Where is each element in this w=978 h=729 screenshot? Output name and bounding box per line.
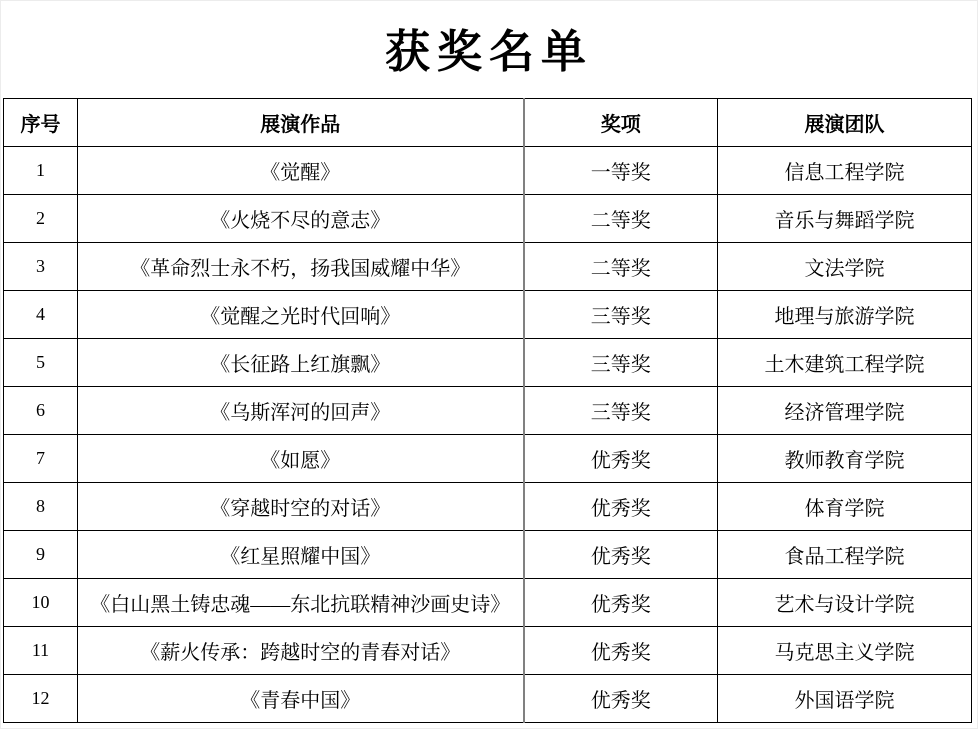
cell-award: 三等奖 [524,339,718,387]
cell-award: 优秀奖 [524,435,718,483]
cell-award: 二等奖 [524,195,718,243]
table-row [4,675,972,723]
cell-work: 《青春中国》 [78,675,524,723]
table-row [4,531,972,579]
cell-team: 文法学院 [718,243,972,291]
cell-no: 12 [4,675,78,723]
cell-award: 三等奖 [524,291,718,339]
cell-team: 外国语学院 [718,675,972,723]
cell-team: 艺术与设计学院 [718,579,972,627]
cell-no: 9 [4,531,78,579]
cell-no: 10 [4,579,78,627]
cell-work: 《薪火传承：跨越时空的青春对话》 [78,627,524,675]
cell-work: 《革命烈士永不朽，扬我国威耀中华》 [78,243,524,291]
cell-no: 5 [4,339,78,387]
cell-work: 《如愿》 [78,435,524,483]
cell-award: 二等奖 [524,243,718,291]
cell-work: 《乌斯浑河的回声》 [78,387,524,435]
page-title: 获奖名单 [384,27,593,78]
cell-work: 《觉醒》 [78,147,524,195]
table-row [4,195,972,243]
header-work: 展演作品 [78,99,524,147]
table-row [4,627,972,675]
cell-work: 《火烧不尽的意志》 [78,195,524,243]
cell-team: 信息工程学院 [718,147,972,195]
table-row [4,483,972,531]
cell-no: 7 [4,435,78,483]
title-area [0,0,978,98]
table-row [4,387,972,435]
cell-award: 三等奖 [524,387,718,435]
table-row [4,147,972,195]
table-row [4,579,972,627]
cell-team: 体育学院 [718,483,972,531]
cell-no: 2 [4,195,78,243]
cell-team: 食品工程学院 [718,531,972,579]
cell-work: 《白山黑土铸忠魂——东北抗联精神沙画史诗》 [78,579,524,627]
cell-award: 优秀奖 [524,627,718,675]
header-award: 奖项 [524,99,718,147]
cell-team: 音乐与舞蹈学院 [718,195,972,243]
table-header-row [4,99,972,147]
cell-team: 教师教育学院 [718,435,972,483]
cell-no: 1 [4,147,78,195]
cell-no: 3 [4,243,78,291]
cell-no: 11 [4,627,78,675]
cell-work: 《觉醒之光时代回响》 [78,291,524,339]
cell-award: 优秀奖 [524,483,718,531]
header-team: 展演团队 [718,99,972,147]
cell-team: 马克思主义学院 [718,627,972,675]
table-row [4,291,972,339]
cell-no: 8 [4,483,78,531]
awards-table [3,98,972,723]
table-row [4,339,972,387]
cell-work: 《红星照耀中国》 [78,531,524,579]
cell-award: 优秀奖 [524,531,718,579]
cell-work: 《穿越时空的对话》 [78,483,524,531]
table-row [4,243,972,291]
header-no: 序号 [4,99,78,147]
cell-team: 土木建筑工程学院 [718,339,972,387]
table-row [4,435,972,483]
cell-award: 一等奖 [524,147,718,195]
cell-team: 地理与旅游学院 [718,291,972,339]
cell-team: 经济管理学院 [718,387,972,435]
cell-no: 6 [4,387,78,435]
cell-no: 4 [4,291,78,339]
cell-award: 优秀奖 [524,579,718,627]
cell-award: 优秀奖 [524,675,718,723]
cell-work: 《长征路上红旗飘》 [78,339,524,387]
